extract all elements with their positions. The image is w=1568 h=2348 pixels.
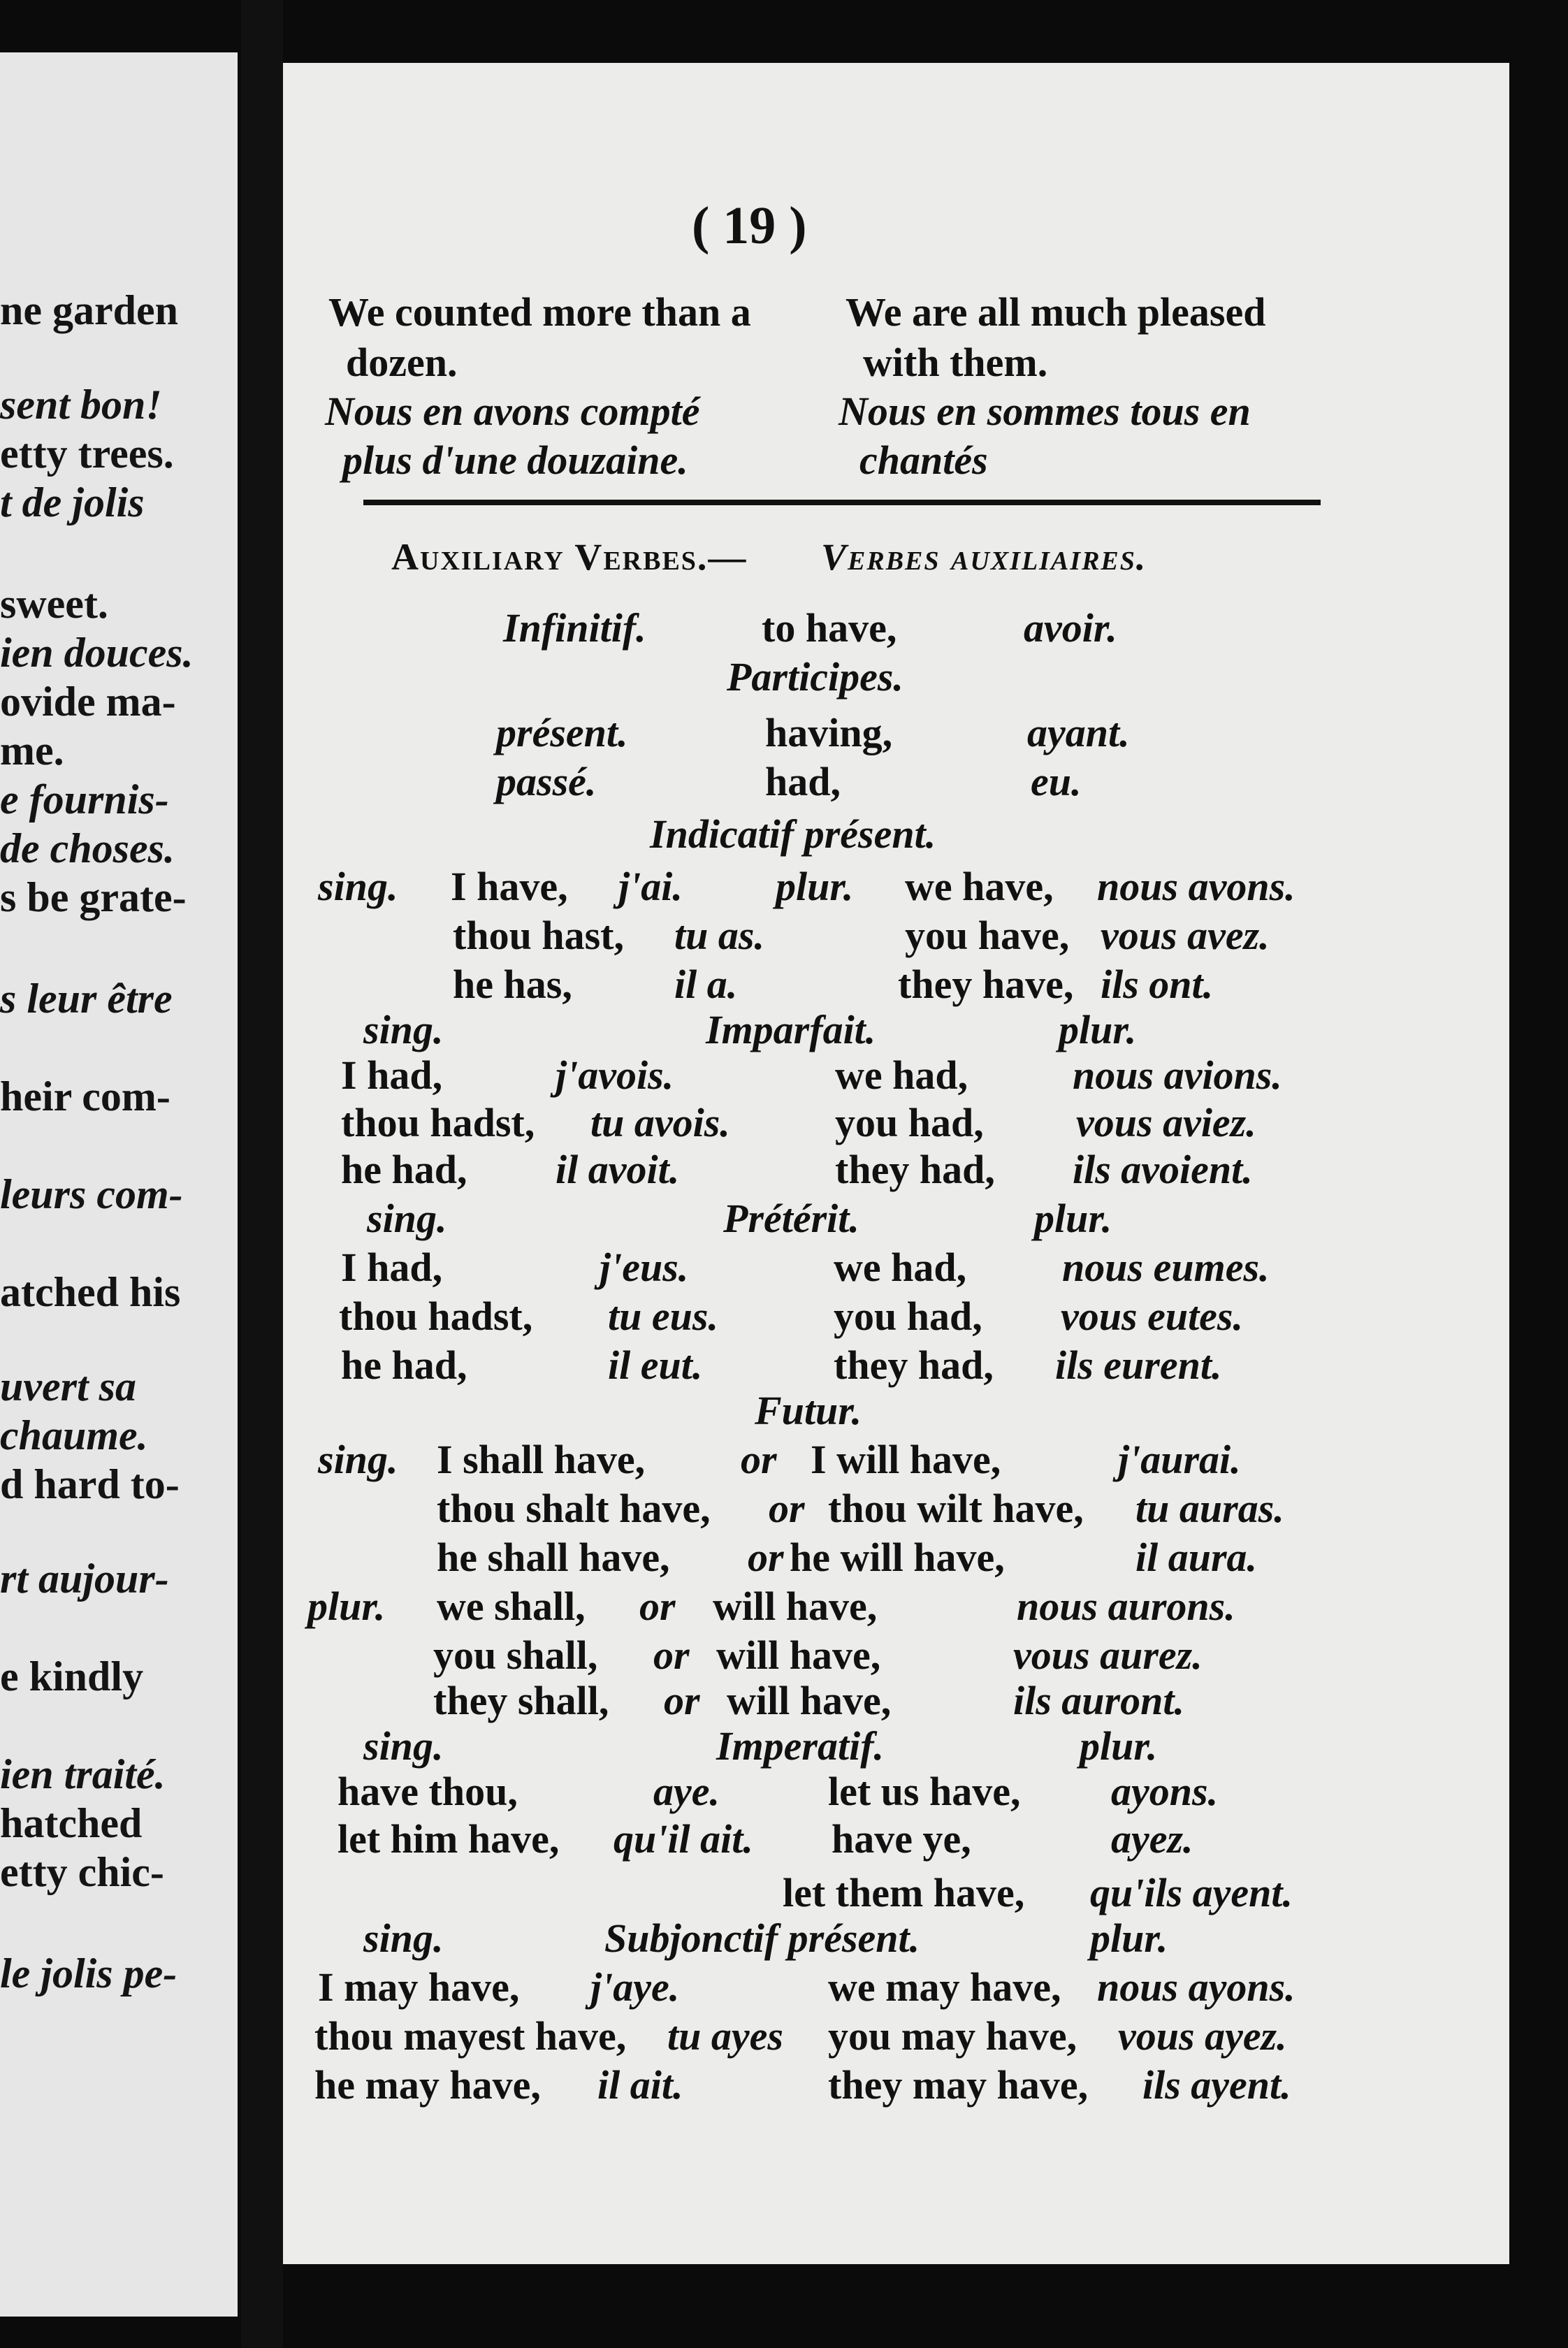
futur-or: or (748, 1535, 784, 1580)
left-fragment: d hard to- (0, 1461, 180, 1507)
imparfait-en: thou hadst, (341, 1100, 535, 1145)
top-right-english-2: with them. (863, 340, 1048, 385)
subjonctif-fr: tu ayes (667, 2013, 783, 2059)
indicatif-fr: vous avez. (1101, 913, 1270, 958)
indicatif-heading: Indicatif présent. (650, 811, 936, 857)
subjonctif-fr: il ait. (597, 2062, 683, 2108)
left-fragment: ien traité. (0, 1751, 166, 1797)
indicatif-en: he has, (453, 962, 572, 1007)
preterit-fr: nous eumes. (1062, 1245, 1270, 1290)
infinitif-french: avoir. (1024, 605, 1117, 651)
subjonctif-en: thou mayest have, (314, 2013, 627, 2059)
left-fragment: t de jolis (0, 479, 145, 526)
participe-present-english: having, (765, 710, 893, 755)
left-fragment: uvert sa (0, 1363, 136, 1409)
subjonctif-en: they may have, (828, 2062, 1089, 2108)
preterit-heading: Prétérit. (723, 1196, 859, 1241)
imparfait-en: we had, (835, 1052, 968, 1098)
imparfait-fr: il avoit. (556, 1147, 680, 1192)
subjonctif-heading: Subjonctif présent. (604, 1915, 920, 1961)
preterit-fr: vous eutes. (1061, 1293, 1243, 1339)
subjonctif-fr: vous ayez. (1118, 2013, 1287, 2059)
left-fragment: sent bon! (0, 382, 162, 428)
futur-en: will have, (713, 1584, 878, 1629)
imperatif-fr: qu'ils ayent. (1090, 1870, 1293, 1915)
preterit-plur: plur. (1034, 1196, 1112, 1241)
left-fragment: ne garden (0, 287, 178, 333)
imperatif-en: let them have, (783, 1870, 1025, 1915)
imperatif-en: let us have, (828, 1769, 1021, 1814)
section-title-english: Auxiliary Verbes.— (391, 536, 748, 578)
left-facing-page (0, 52, 238, 2317)
participe-present-french: ayant. (1027, 710, 1130, 755)
imperatif-fr: aye. (653, 1769, 720, 1814)
futur-en: you shall, (433, 1632, 598, 1678)
futur-fr: vous aurez. (1013, 1632, 1203, 1678)
futur-en: will have, (727, 1678, 892, 1723)
participes-heading: Participes. (727, 654, 903, 700)
imperatif-fr: ayez. (1111, 1816, 1193, 1862)
preterit-fr: il eut. (608, 1342, 703, 1388)
participe-passe-english: had, (765, 759, 841, 804)
indicatif-en: I have, (451, 864, 568, 909)
top-right-french-2: chantés (859, 437, 988, 483)
infinitif-english: to have, (762, 605, 897, 651)
infinitif-label: Infinitif. (503, 605, 646, 651)
futur-en: he will have, (790, 1535, 1005, 1580)
futur-sing: sing. (318, 1437, 398, 1482)
indicatif-fr: ils ont. (1101, 962, 1214, 1007)
imparfait-fr: vous aviez. (1076, 1100, 1256, 1145)
preterit-en: thou hadst, (339, 1293, 533, 1339)
left-fragment: chaume. (0, 1412, 148, 1458)
left-fragment: ien douces. (0, 630, 194, 676)
participe-present-label: présent. (496, 710, 628, 755)
indicatif-fr: il a. (674, 962, 738, 1007)
top-right-english: We are all much pleased (845, 289, 1266, 335)
imparfait-plur: plur. (1059, 1007, 1137, 1052)
participe-passe-label: passé. (496, 759, 597, 804)
subjonctif-fr: ils ayent. (1142, 2062, 1291, 2108)
imparfait-en: you had, (835, 1100, 984, 1145)
left-fragment: etty trees. (0, 430, 174, 477)
subjonctif-en: he may have, (314, 2062, 541, 2108)
left-fragment: etty chic- (0, 1849, 164, 1895)
left-fragment: ovide ma- (0, 679, 176, 725)
futur-or: or (639, 1584, 676, 1629)
indicatif-fr: tu as. (674, 913, 764, 958)
futur-or: or (741, 1437, 777, 1482)
subjonctif-en: you may have, (828, 2013, 1077, 2059)
preterit-en: they had, (834, 1342, 994, 1388)
horizontal-rule (363, 500, 1321, 505)
left-fragment: e kindly (0, 1653, 144, 1700)
imparfait-heading: Imparfait. (706, 1007, 876, 1052)
subjonctif-en: I may have, (318, 1964, 520, 2010)
subjonctif-plur: plur. (1090, 1915, 1168, 1961)
indicatif-fr: j'ai. (618, 864, 683, 909)
futur-en: they shall, (433, 1678, 609, 1723)
preterit-en: you had, (834, 1293, 982, 1339)
preterit-sing: sing. (367, 1196, 447, 1241)
indicatif-sing: sing. (318, 864, 398, 909)
indicatif-fr: nous avons. (1097, 864, 1295, 909)
indicatif-plur: plur. (776, 864, 854, 909)
futur-en: I will have, (811, 1437, 1001, 1482)
preterit-fr: j'eus. (600, 1245, 689, 1290)
top-left-english: We counted more than a (328, 289, 751, 335)
imparfait-en: he had, (341, 1147, 467, 1192)
futur-en: I shall have, (437, 1437, 646, 1482)
left-fragment: le jolis pe- (0, 1950, 177, 1996)
futur-en: thou shalt have, (437, 1486, 711, 1531)
participe-passe-french: eu. (1031, 759, 1082, 804)
futur-plur: plur. (307, 1584, 386, 1629)
futur-en: thou wilt have, (828, 1486, 1084, 1531)
subjonctif-en: we may have, (828, 1964, 1061, 2010)
top-left-french-2: plus d'une douzaine. (342, 437, 688, 483)
futur-fr: ils auront. (1013, 1678, 1184, 1723)
subjonctif-fr: j'aye. (590, 1964, 680, 2010)
imperatif-sing: sing. (363, 1723, 444, 1769)
left-fragment: e fournis- (0, 776, 169, 822)
futur-fr: il aura. (1135, 1535, 1258, 1580)
top-left-english-2: dozen. (346, 340, 458, 385)
futur-fr: nous aurons. (1017, 1584, 1235, 1629)
imparfait-fr: nous avions. (1073, 1052, 1282, 1098)
imperatif-fr: ayons. (1111, 1769, 1219, 1814)
indicatif-en: you have, (905, 913, 1070, 958)
futur-or: or (653, 1632, 690, 1678)
left-fragment: hatched (0, 1800, 143, 1846)
futur-fr: j'aurai. (1118, 1437, 1241, 1482)
imperatif-en: have thou, (337, 1769, 518, 1814)
imparfait-fr: tu avois. (590, 1100, 730, 1145)
preterit-en: we had, (834, 1245, 967, 1290)
imparfait-fr: j'avois. (556, 1052, 674, 1098)
imperatif-en: let him have, (337, 1816, 560, 1862)
imperatif-plur: plur. (1080, 1723, 1158, 1769)
futur-or: or (664, 1678, 700, 1723)
left-fragment: me. (0, 727, 64, 774)
top-right-french: Nous en sommes tous en (839, 389, 1251, 434)
preterit-fr: tu eus. (608, 1293, 718, 1339)
futur-or: or (769, 1486, 805, 1531)
imparfait-sing: sing. (363, 1007, 444, 1052)
imparfait-fr: ils avoient. (1073, 1147, 1253, 1192)
indicatif-en: they have, (898, 962, 1074, 1007)
indicatif-en: we have, (905, 864, 1054, 909)
imperatif-fr: qu'il ait. (614, 1816, 753, 1862)
subjonctif-fr: nous ayons. (1097, 1964, 1295, 2010)
left-fragment: s leur être (0, 976, 173, 1022)
top-left-french: Nous en avons compté (325, 389, 700, 434)
imparfait-en: they had, (835, 1147, 995, 1192)
left-fragment: de choses. (0, 825, 175, 871)
left-fragment: leurs com- (0, 1171, 183, 1217)
book-gutter (241, 0, 283, 2348)
left-fragment: rt aujour- (0, 1556, 169, 1602)
left-fragment: atched his (0, 1269, 181, 1315)
preterit-en: I had, (341, 1245, 443, 1290)
futur-en: we shall, (437, 1584, 586, 1629)
section-title-french: Verbes auxiliaires. (821, 536, 1147, 578)
left-fragment: s be grate- (0, 874, 187, 920)
imperatif-heading: Imperatif. (716, 1723, 885, 1769)
preterit-en: he had, (341, 1342, 467, 1388)
left-fragment: sweet. (0, 581, 108, 627)
futur-fr: tu auras. (1135, 1486, 1284, 1531)
futur-en: will have, (716, 1632, 881, 1678)
preterit-fr: ils eurent. (1055, 1342, 1222, 1388)
imperatif-en: have ye, (832, 1816, 971, 1862)
indicatif-en: thou hast, (453, 913, 624, 958)
page-number: ( 19 ) (692, 196, 807, 255)
imparfait-en: I had, (341, 1052, 443, 1098)
futur-heading: Futur. (755, 1388, 862, 1433)
left-fragment: heir com- (0, 1073, 170, 1119)
subjonctif-sing: sing. (363, 1915, 444, 1961)
futur-en: he shall have, (437, 1535, 670, 1580)
